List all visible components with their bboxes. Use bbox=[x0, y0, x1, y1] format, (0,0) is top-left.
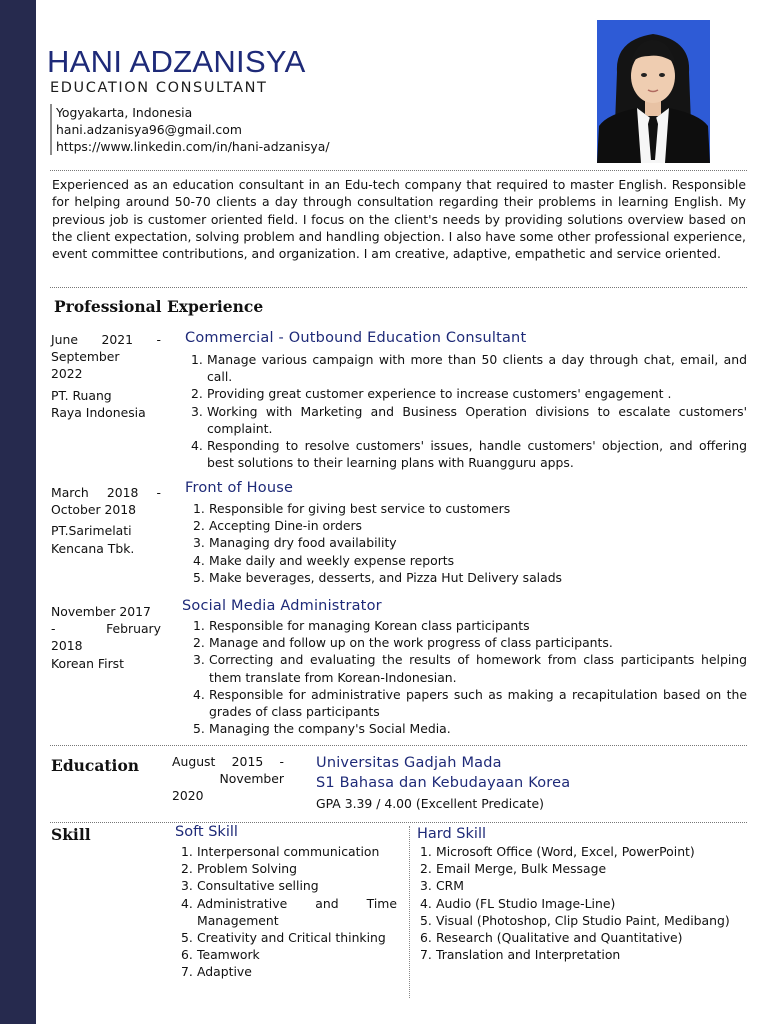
list-number: 3. bbox=[420, 878, 432, 894]
list-text: Email Merge, Bulk Message bbox=[436, 861, 607, 877]
list-text: Manage various campaign with more than 50 clients a day through chat, email, and call. bbox=[207, 352, 747, 385]
education-date bbox=[172, 753, 284, 805]
job-date-line: March 2018 - bbox=[51, 485, 161, 500]
list-item bbox=[193, 686, 747, 720]
contact-location: Yogyakarta, Indonesia bbox=[56, 105, 193, 120]
list-number: 3. bbox=[193, 535, 205, 551]
list-item bbox=[420, 912, 760, 929]
list-number: 6. bbox=[420, 930, 432, 946]
experience-heading: Professional Experience bbox=[54, 297, 264, 316]
job-date-line: 2018 bbox=[51, 638, 83, 654]
list-item bbox=[193, 500, 747, 517]
list-text: Responsible for managing Korean class participants bbox=[209, 618, 530, 633]
list-item bbox=[193, 634, 747, 651]
list-item bbox=[420, 877, 760, 894]
job-company-line: PT. Ruang bbox=[51, 387, 112, 403]
job-company-line: Kencana Tbk. bbox=[51, 540, 135, 556]
job-date-line: 2022 bbox=[51, 366, 83, 382]
divider bbox=[50, 287, 747, 288]
list-number: 1. bbox=[420, 844, 432, 859]
list-number: 5. bbox=[420, 912, 432, 928]
list-number: 2. bbox=[193, 635, 205, 651]
list-item bbox=[191, 403, 747, 437]
hard-skill-list bbox=[420, 843, 760, 963]
list-text: Make beverages, desserts, and Pizza Hut Delivery salads bbox=[209, 569, 563, 585]
education-date-line: November bbox=[219, 771, 284, 787]
school-name: Universitas Gadjah Mada bbox=[316, 755, 502, 771]
list-text: Creativity and Critical thinking bbox=[197, 930, 386, 946]
job-date-line: October 2018 bbox=[51, 502, 137, 518]
job-date-line: June 2021 - bbox=[51, 332, 161, 347]
degree-name: S1 Bahasa dan Kebudayaan Korea bbox=[316, 775, 571, 791]
list-number: 4. bbox=[191, 438, 203, 454]
hard-skill-heading: Hard Skill bbox=[417, 826, 486, 842]
list-item bbox=[193, 569, 747, 586]
list-text: Responding to resolve customers' issues, handle customers' objection, and offering best solutions to their learning plans with Ruangguru apps. bbox=[207, 438, 747, 471]
job-company-line: Raya Indonesia bbox=[51, 404, 146, 420]
profile-summary: Experienced as an education consultant in an Edu-tech company that required to master English. Responsible for helping around 50-70 clients a day through consultation regarding their problems in learning English. My previous job is customer oriented field. I focus on the client's needs by providing solutions overview based on the client expectation, solving problem and handling objection. I also have some other professional experience, event committee contributions, and organization. I am creative, adaptive, empathetic and service oriented. bbox=[52, 177, 746, 262]
list-number: 4. bbox=[193, 552, 205, 568]
list-number: 3. bbox=[191, 403, 203, 419]
list-text: Providing great customer experience to increase customers' engagement . bbox=[207, 386, 672, 402]
education-gpa: GPA 3.39 / 4.00 (Excellent Predicate) bbox=[316, 796, 544, 811]
job-company bbox=[51, 522, 161, 556]
list-text: Accepting Dine-in orders bbox=[209, 518, 362, 534]
list-item bbox=[181, 843, 397, 860]
list-text: Administrative and Time Management bbox=[197, 895, 397, 928]
job-date-line: September bbox=[51, 349, 120, 365]
soft-skill-list bbox=[181, 843, 397, 981]
list-number: 2. bbox=[420, 861, 432, 877]
divider bbox=[50, 822, 747, 823]
list-number: 6. bbox=[181, 947, 193, 963]
candidate-name: HANI ADZANISYA bbox=[47, 44, 306, 79]
list-text: CRM bbox=[436, 878, 464, 894]
list-number: 2. bbox=[191, 386, 203, 402]
job-company bbox=[51, 387, 161, 421]
list-number: 4. bbox=[181, 895, 193, 911]
skill-heading: Skill bbox=[51, 825, 91, 844]
list-text: Adaptive bbox=[197, 964, 252, 980]
list-number: 7. bbox=[181, 964, 193, 980]
job-duties-list bbox=[193, 500, 747, 586]
list-item bbox=[420, 946, 760, 963]
sidebar-band bbox=[0, 0, 36, 1024]
list-number: 3. bbox=[181, 878, 193, 894]
list-item bbox=[420, 843, 760, 860]
contact-linkedin[interactable]: https://www.linkedin.com/in/hani-adzanisya/ bbox=[56, 139, 330, 154]
list-text: Manage and follow up on the work progress of class participants. bbox=[209, 635, 613, 651]
list-text: Audio (FL Studio Image-Line) bbox=[436, 895, 616, 911]
list-number: 5. bbox=[181, 930, 193, 946]
job-date bbox=[51, 331, 161, 421]
list-item bbox=[181, 860, 397, 877]
list-item bbox=[181, 946, 397, 963]
list-item bbox=[193, 651, 747, 685]
job-date-line: - February bbox=[51, 621, 161, 637]
divider bbox=[50, 170, 747, 171]
list-number: 2. bbox=[193, 518, 205, 534]
contact-block bbox=[50, 104, 330, 155]
list-text: Working with Marketing and Business Operation divisions to escalate customers' complaint. bbox=[207, 403, 747, 436]
list-number: 1. bbox=[181, 844, 193, 859]
list-number: 1. bbox=[191, 352, 203, 367]
profile-photo bbox=[597, 20, 710, 163]
list-text: Consultative selling bbox=[197, 878, 319, 894]
list-text: Responsible for giving best service to customers bbox=[209, 501, 511, 516]
list-item bbox=[191, 437, 747, 471]
job-role-title: Front of House bbox=[185, 480, 294, 496]
portrait-image bbox=[597, 20, 710, 163]
list-item bbox=[193, 534, 747, 551]
list-item bbox=[191, 351, 747, 385]
education-date-line: 2020 bbox=[172, 788, 204, 804]
list-item bbox=[420, 860, 760, 877]
list-item bbox=[191, 385, 747, 402]
list-number: 5. bbox=[193, 721, 205, 737]
list-item bbox=[193, 552, 747, 569]
list-text: Responsible for administrative papers such as making a recapitulation based on the grades of class participants bbox=[209, 686, 747, 720]
list-item bbox=[193, 720, 747, 737]
list-text: Teamwork bbox=[197, 947, 260, 963]
list-text: Translation and Interpretation bbox=[436, 947, 621, 963]
list-text: Research (Qualitative and Quantitative) bbox=[436, 930, 683, 946]
list-text: Microsoft Office (Word, Excel, PowerPoint) bbox=[436, 844, 695, 859]
list-item bbox=[420, 929, 760, 946]
education-date-line: August 2015 - bbox=[172, 754, 284, 769]
list-number: 2. bbox=[181, 861, 193, 877]
list-number: 5. bbox=[193, 569, 205, 585]
job-title: EDUCATION CONSULTANT bbox=[50, 80, 268, 96]
list-number: 1. bbox=[193, 501, 205, 516]
list-item bbox=[420, 895, 760, 912]
list-number: 7. bbox=[420, 947, 432, 963]
job-role-title: Social Media Administrator bbox=[182, 598, 382, 614]
list-item bbox=[193, 517, 747, 534]
job-date bbox=[51, 484, 161, 557]
list-text: Make daily and weekly expense reports bbox=[209, 552, 455, 568]
list-number: 3. bbox=[193, 652, 205, 668]
list-item bbox=[181, 963, 397, 980]
education-institution bbox=[316, 753, 570, 793]
divider bbox=[50, 745, 747, 746]
list-text: Problem Solving bbox=[197, 861, 297, 877]
list-text: Visual (Photoshop, Clip Studio Paint, Medibang) bbox=[436, 912, 730, 928]
list-number: 1. bbox=[193, 618, 205, 633]
list-item bbox=[181, 877, 397, 894]
list-item bbox=[181, 895, 397, 929]
list-text: Interpersonal communication bbox=[197, 844, 380, 859]
job-date-line: November 2017 bbox=[51, 604, 151, 619]
job-company: Korean First bbox=[51, 655, 124, 671]
job-company-line: PT.Sarimelati bbox=[51, 523, 132, 539]
education-heading: Education bbox=[51, 756, 140, 775]
skill-column-divider bbox=[409, 826, 410, 998]
job-date bbox=[51, 603, 161, 672]
contact-email[interactable]: hani.adzanisya96@gmail.com bbox=[56, 122, 242, 137]
job-duties-list bbox=[193, 617, 747, 737]
list-text: Correcting and evaluating the results of homework from class participants helping them translate from Korean-Indonesian. bbox=[209, 652, 747, 685]
list-number: 4. bbox=[193, 686, 205, 702]
soft-skill-heading: Soft Skill bbox=[175, 824, 238, 840]
list-text: Managing the company's Social Media. bbox=[209, 721, 451, 737]
list-text: Managing dry food availability bbox=[209, 535, 397, 551]
list-item bbox=[193, 617, 747, 634]
job-role-title: Commercial - Outbound Education Consultant bbox=[185, 330, 527, 346]
list-item bbox=[181, 929, 397, 946]
list-number: 4. bbox=[420, 895, 432, 911]
job-duties-list bbox=[191, 351, 747, 471]
